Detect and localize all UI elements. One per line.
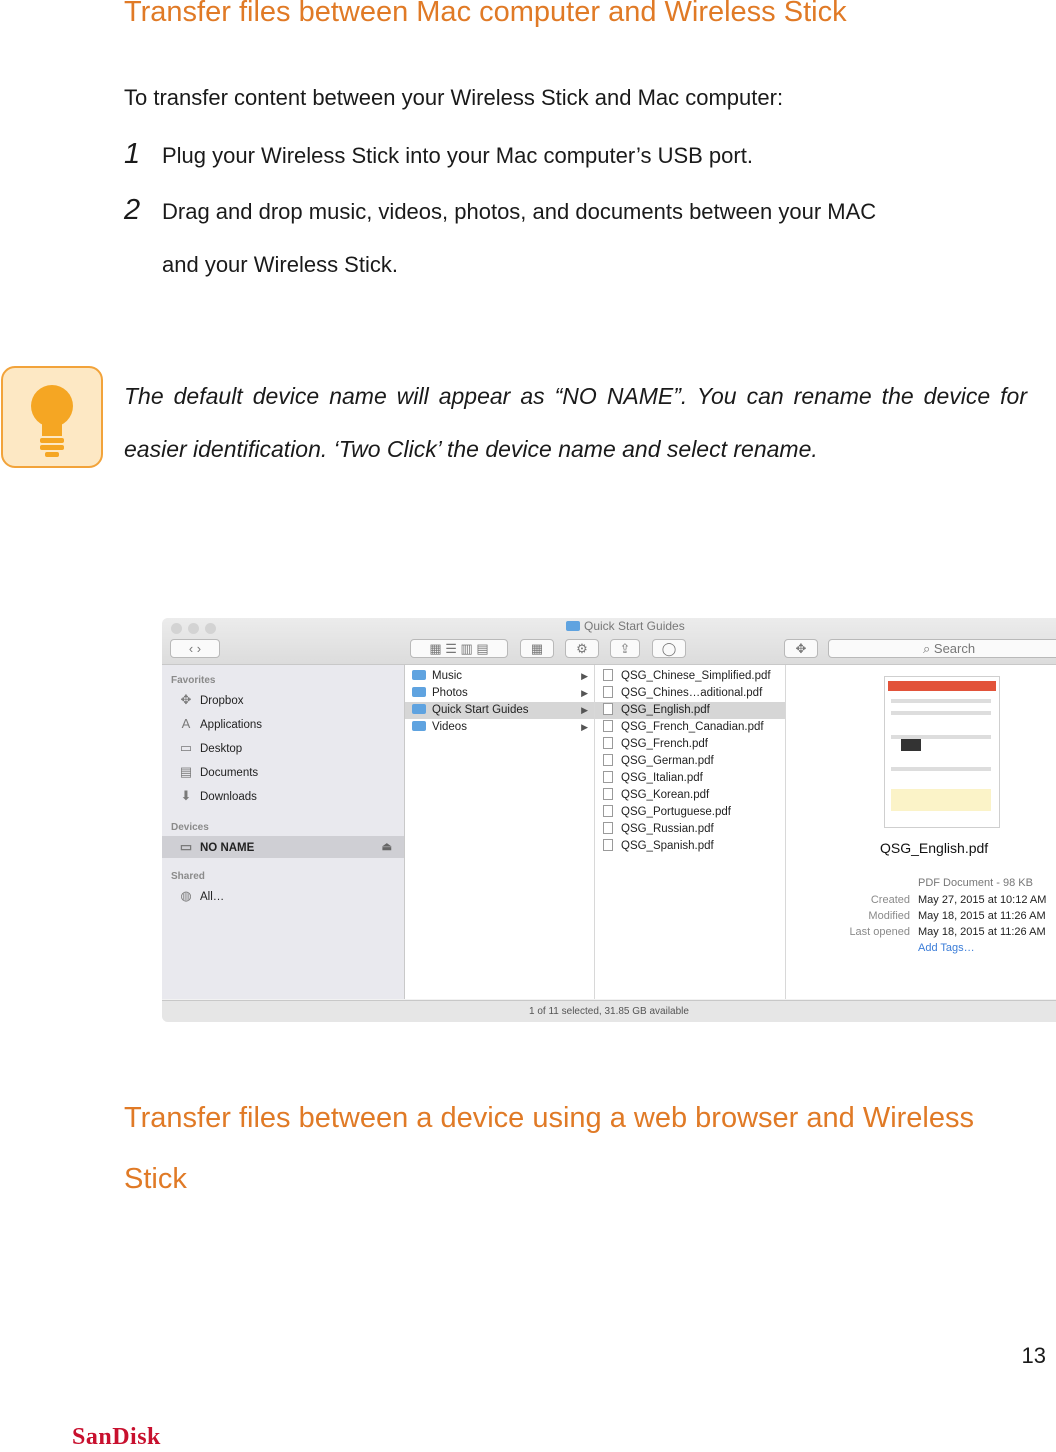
file-item[interactable] <box>595 753 785 770</box>
pdf-file-icon <box>603 771 613 783</box>
desktop-icon: ▭ <box>179 740 193 755</box>
finder-column-root <box>405 665 595 999</box>
search-placeholder: Search <box>933 641 976 656</box>
step-text-continued: and your Wireless Stick. <box>162 252 398 277</box>
eject-icon[interactable]: ⏏ <box>381 841 392 853</box>
pdf-thumbnail <box>884 676 1000 828</box>
downloads-icon: ⬇ <box>180 788 192 803</box>
list-item-selected[interactable] <box>405 702 594 719</box>
pdf-file-icon <box>603 805 613 817</box>
finder-window <box>162 618 1056 1022</box>
step-text: Drag and drop music, videos, photos, and documents between your MAC <box>162 199 877 224</box>
created-value: May 27, 2015 at 10:12 AM <box>918 894 1047 906</box>
modified-label: Modified <box>868 910 910 922</box>
file-name: QSG_English.pdf <box>621 704 710 716</box>
file-name: QSG_Italian.pdf <box>621 772 703 784</box>
pdf-file-icon <box>603 720 613 732</box>
page-number: 13 <box>1021 1343 1046 1368</box>
sidebar-item-label: Applications <box>200 719 263 731</box>
list-item[interactable] <box>405 685 594 702</box>
file-name: QSG_Spanish.pdf <box>621 840 714 852</box>
modified-value: May 18, 2015 at 11:26 AM <box>918 910 1046 922</box>
preview-filename: QSG_English.pdf <box>880 840 989 856</box>
sidebar-item-applications[interactable] <box>178 713 404 735</box>
file-name: QSG_Korean.pdf <box>621 789 710 801</box>
lightbulb-icon <box>3 368 101 466</box>
sidebar-item-label: All… <box>200 891 225 903</box>
last-opened-value: May 18, 2015 at 11:26 AM <box>918 926 1046 938</box>
tags-button[interactable]: ◯ <box>652 639 686 658</box>
file-name: QSG_Russian.pdf <box>621 823 714 835</box>
list-item[interactable] <box>405 668 594 685</box>
thumbnail-line <box>891 767 991 771</box>
network-globe-icon: ◍ <box>180 888 192 903</box>
window-title: Quick Start Guides <box>584 619 685 633</box>
file-name: QSG_French_Canadian.pdf <box>621 721 764 733</box>
intro-text: To transfer content between your Wireless Stick and Mac computer: <box>124 85 784 110</box>
pdf-file-icon <box>603 822 613 834</box>
folder-name: Photos <box>432 687 468 699</box>
chevron-right-icon: ▶ <box>581 705 588 715</box>
thumbnail-line <box>891 711 991 715</box>
section-heading: Transfer files between Mac computer and Wireless Stick <box>124 0 847 28</box>
thumbnail-note-box <box>891 789 991 811</box>
folder-icon <box>412 721 426 731</box>
tip-icon-box <box>1 366 103 468</box>
last-opened-label: Last opened <box>849 926 910 938</box>
sidebar-item-label: Desktop <box>200 743 243 755</box>
created-label: Created <box>870 894 910 906</box>
documents-icon: ▤ <box>179 764 193 779</box>
folder-icon <box>412 687 426 697</box>
pdf-file-icon <box>603 737 613 749</box>
file-item[interactable] <box>595 804 785 821</box>
file-name: QSG_German.pdf <box>621 755 714 767</box>
tip-text: The default device name will appear as “NO NAME”. You can rename the device for easier identification. ‘Two Click’ the device name and select rename. <box>124 383 1027 462</box>
sidebar-item-label: Downloads <box>200 791 257 803</box>
sandisk-logo: SanDisk <box>72 1424 161 1450</box>
folder-name: Quick Start Guides <box>432 704 529 716</box>
sidebar-item-label: Documents <box>200 767 259 779</box>
dropbox-icon: ✥ <box>180 692 192 707</box>
step-text: Plug your Wireless Stick into your Mac computer’s USB port. <box>162 143 753 168</box>
chevron-right-icon: ▶ <box>581 722 588 732</box>
sidebar-item-label: NO NAME <box>200 842 255 854</box>
arrange-button[interactable]: ▦ <box>520 639 554 658</box>
pdf-file-icon <box>603 788 613 800</box>
file-name: QSG_Chinese_Simplified.pdf <box>621 670 771 682</box>
pdf-file-icon <box>603 754 613 766</box>
sidebar-item-dropbox[interactable] <box>178 689 404 711</box>
sidebar-item-all-shared[interactable] <box>178 885 404 907</box>
sidebar-section-favorites: Favorites <box>171 675 216 686</box>
sidebar-item-label: Dropbox <box>200 695 244 707</box>
preview-kind: PDF Document - 98 KB <box>918 877 1033 889</box>
file-item[interactable] <box>595 685 785 702</box>
sidebar-section-shared: Shared <box>171 871 205 882</box>
share-button[interactable]: ⇪ <box>610 639 640 658</box>
section-heading-continued: Stick <box>124 1163 187 1195</box>
action-gear-button[interactable]: ⚙ <box>565 639 599 658</box>
sidebar-item-documents[interactable] <box>178 761 404 783</box>
dropbox-toolbar-button[interactable]: ✥ <box>784 639 818 658</box>
search-input[interactable] <box>828 639 1056 658</box>
sidebar-item-desktop[interactable] <box>178 737 404 759</box>
file-item[interactable] <box>595 838 785 855</box>
file-item[interactable] <box>595 821 785 838</box>
thumbnail-banner <box>888 681 996 691</box>
sidebar-item-no-name-device[interactable] <box>162 836 404 858</box>
zoom-window-button[interactable] <box>205 623 216 634</box>
add-tags-link[interactable]: Add Tags… <box>918 942 975 954</box>
step-number: 2 <box>124 194 141 226</box>
chevron-right-icon: ▶ <box>581 688 588 698</box>
chevron-right-icon: ▶ <box>581 671 588 681</box>
folder-name: Music <box>432 670 463 682</box>
section-heading: Transfer files between a device using a web browser and Wireless <box>124 1102 974 1134</box>
folder-icon <box>566 621 580 631</box>
file-name: QSG_French.pdf <box>621 738 708 750</box>
finder-column-files <box>595 665 786 999</box>
folder-name: Videos <box>432 721 467 733</box>
pdf-file-icon <box>603 686 613 698</box>
file-item[interactable] <box>595 736 785 753</box>
file-item[interactable] <box>595 770 785 787</box>
finder-titlebar <box>162 618 1056 665</box>
close-window-button[interactable] <box>171 623 182 634</box>
view-mode-buttons[interactable]: ▦ ☰ ▥ ▤ <box>410 639 508 658</box>
minimize-window-button[interactable] <box>188 623 199 634</box>
file-item[interactable] <box>595 787 785 804</box>
back-forward-buttons[interactable]: ‹ › <box>170 639 220 658</box>
thumbnail-line <box>891 699 991 703</box>
file-item-selected[interactable] <box>595 702 785 719</box>
finder-sidebar <box>162 665 405 999</box>
file-item[interactable] <box>595 668 785 685</box>
step-number: 1 <box>124 138 141 170</box>
pdf-file-icon <box>603 703 613 715</box>
sidebar-section-devices: Devices <box>171 822 209 833</box>
finder-status-bar: 1 of 11 selected, 31.85 GB available <box>162 1000 1056 1022</box>
folder-icon <box>412 704 426 714</box>
applications-icon: A <box>181 716 191 731</box>
file-name: QSG_Chines…aditional.pdf <box>621 687 763 699</box>
sidebar-item-downloads[interactable] <box>178 785 404 807</box>
list-item[interactable] <box>405 719 594 736</box>
folder-icon <box>412 670 426 680</box>
drive-icon: ▭ <box>179 839 193 854</box>
file-item[interactable] <box>595 719 785 736</box>
pdf-file-icon <box>603 839 613 851</box>
thumbnail-device-image <box>901 739 921 751</box>
search-icon: ⌕ <box>923 641 931 656</box>
file-name: QSG_Portuguese.pdf <box>621 806 731 818</box>
pdf-file-icon <box>603 669 613 681</box>
